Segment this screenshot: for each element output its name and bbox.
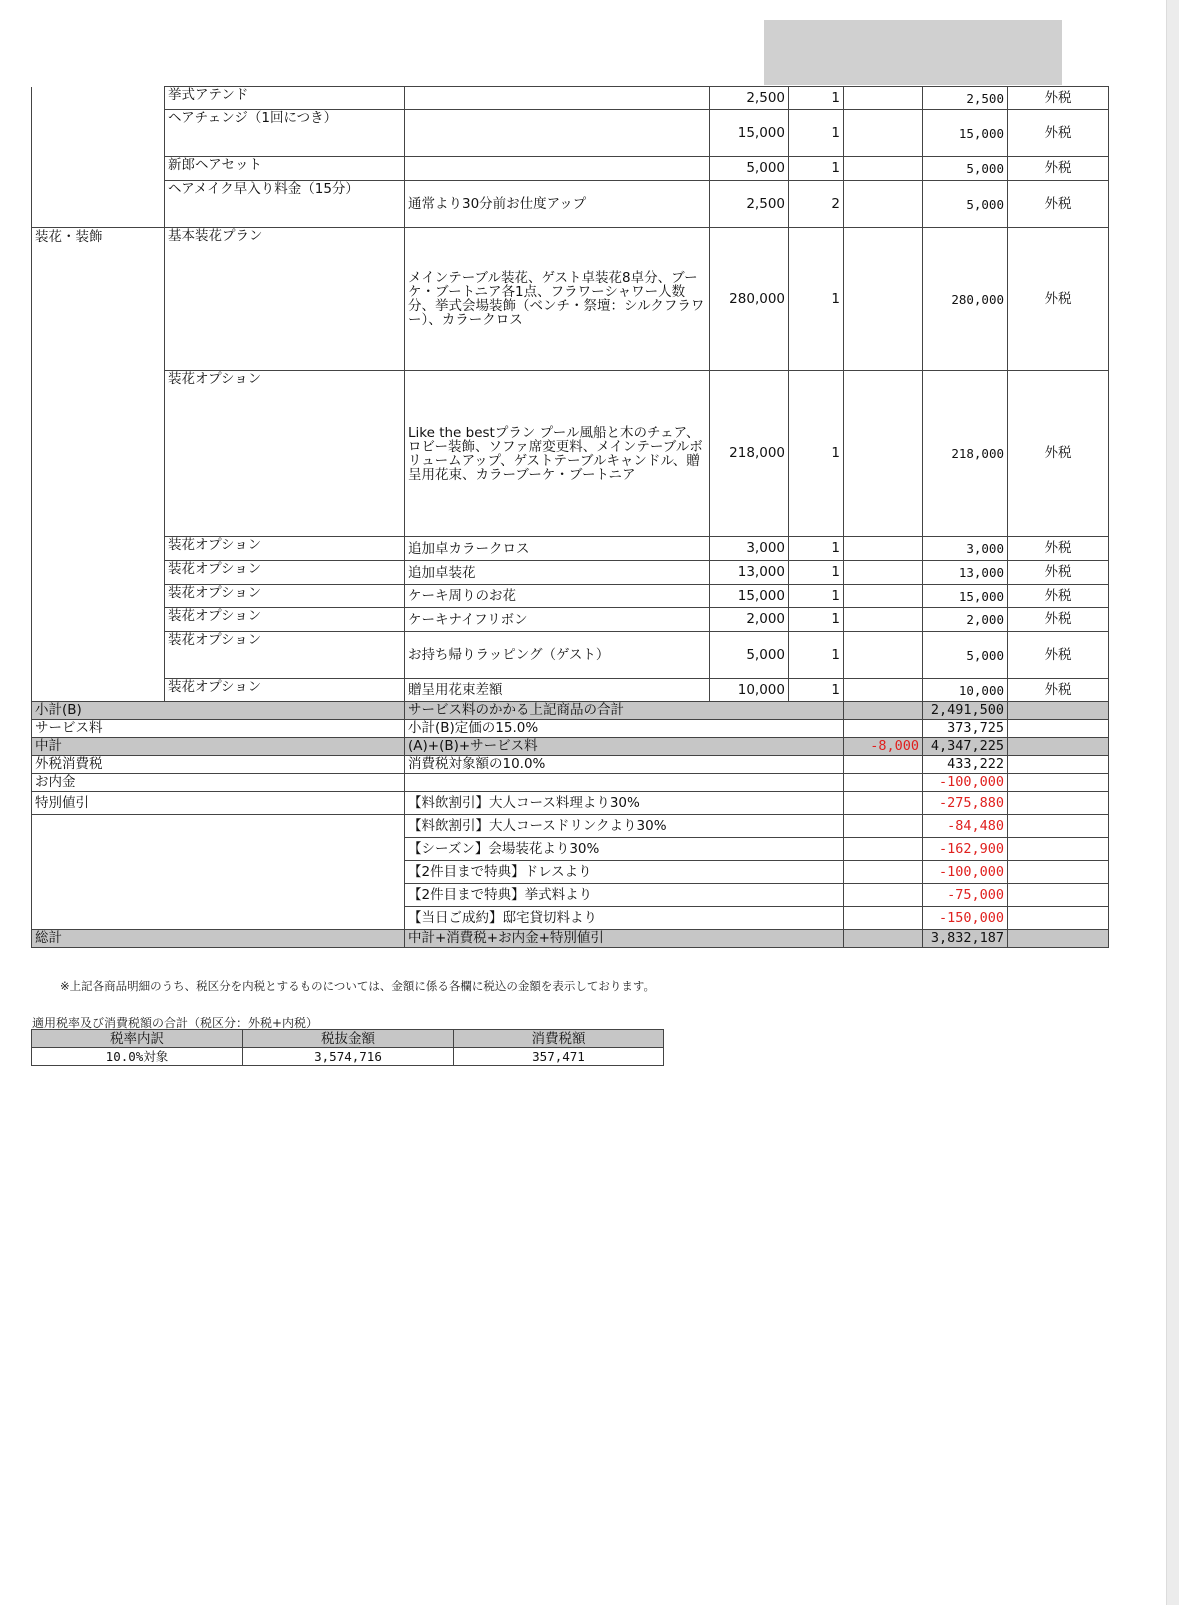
discount-row-label	[32, 884, 405, 907]
item-unit-price: 2,000	[710, 608, 789, 632]
discount-row-tax-type	[1008, 838, 1109, 861]
subtotal-b-row-tax-type	[1008, 702, 1109, 720]
item-row	[32, 537, 1109, 561]
item-category	[32, 371, 165, 537]
item-tax-type: 外税	[1008, 585, 1109, 608]
item-row	[32, 632, 1109, 679]
consumption-tax-row-amount: 433,222	[923, 756, 1008, 774]
discount-row-description: 【2件目まで特典】ドレスより	[405, 861, 844, 884]
discount-row-adjustment	[844, 838, 923, 861]
item-name: 新郎ヘアセット	[165, 157, 405, 181]
item-description: ケーキナイフリボン	[405, 608, 710, 632]
midtotal-row-label: 中計	[32, 738, 405, 756]
item-adjustment	[844, 87, 923, 110]
item-category: 装花・装飾	[32, 228, 165, 371]
tax-summary-table	[31, 1029, 664, 1066]
tax-summary-title: 適用税率及び消費税額の合計（税区分：外税+内税）	[32, 1016, 319, 1030]
item-amount: 5,000	[923, 632, 1008, 679]
discount-row-amount: -162,900	[923, 838, 1008, 861]
discount-row-adjustment	[844, 815, 923, 838]
subtotal-b-row-adjustment	[844, 702, 923, 720]
subtotal-b-row	[32, 702, 1109, 720]
discount-row	[32, 815, 1109, 838]
discount-row-adjustment	[844, 861, 923, 884]
item-unit-price: 5,000	[710, 632, 789, 679]
discount-row-adjustment	[844, 792, 923, 815]
item-adjustment	[844, 157, 923, 181]
tax-rate-cell: 10.0%対象	[32, 1048, 243, 1066]
item-category	[32, 157, 165, 181]
item-row	[32, 371, 1109, 537]
midtotal-row-adjustment: -8,000	[844, 738, 923, 756]
item-name: 装花オプション	[165, 585, 405, 608]
deposit-row	[32, 774, 1109, 792]
item-category	[32, 87, 165, 110]
tax-summary-header	[32, 1030, 664, 1048]
item-adjustment	[844, 679, 923, 702]
item-name: 基本装花プラン	[165, 228, 405, 371]
item-name: 装花オプション	[165, 561, 405, 585]
deposit-row-tax-type	[1008, 774, 1109, 792]
item-category	[32, 679, 165, 702]
item-description: ケーキ周りのお花	[405, 585, 710, 608]
discount-row	[32, 838, 1109, 861]
discount-row-tax-type	[1008, 815, 1109, 838]
discount-row-amount: -100,000	[923, 861, 1008, 884]
item-adjustment	[844, 371, 923, 537]
item-description: 追加卓装花	[405, 561, 710, 585]
item-row	[32, 157, 1109, 181]
discount-row-description: 【2件目まで特典】挙式料より	[405, 884, 844, 907]
midtotal-row-description: (A)+(B)+サービス料	[405, 738, 844, 756]
item-amount: 2,000	[923, 608, 1008, 632]
service-fee-row-amount: 373,725	[923, 720, 1008, 738]
consumption-tax-row-label: 外税消費税	[32, 756, 405, 774]
item-row	[32, 110, 1109, 157]
item-tax-type: 外税	[1008, 561, 1109, 585]
item-row	[32, 679, 1109, 702]
service-fee-row-label: サービス料	[32, 720, 405, 738]
item-quantity: 1	[789, 110, 844, 157]
tax-amount-cell: 357,471	[454, 1048, 664, 1066]
item-description: 追加卓カラークロス	[405, 537, 710, 561]
discount-row-amount: -150,000	[923, 907, 1008, 930]
item-quantity: 1	[789, 228, 844, 371]
discount-row-adjustment	[844, 907, 923, 930]
item-amount: 5,000	[923, 181, 1008, 228]
tax-header-tax: 消費税額	[454, 1030, 664, 1048]
item-amount: 5,000	[923, 157, 1008, 181]
item-category	[32, 561, 165, 585]
item-quantity: 1	[789, 157, 844, 181]
service-fee-row-description: 小計(B)定価の15.0%	[405, 720, 844, 738]
item-quantity: 1	[789, 561, 844, 585]
item-unit-price: 10,000	[710, 679, 789, 702]
item-category	[32, 632, 165, 679]
item-rows	[32, 87, 1109, 702]
item-adjustment	[844, 181, 923, 228]
item-tax-type: 外税	[1008, 87, 1109, 110]
item-description: 通常より30分前お仕度アップ	[405, 181, 710, 228]
consumption-tax-row-description: 消費税対象額の10.0%	[405, 756, 844, 774]
item-row	[32, 228, 1109, 371]
consumption-tax-row-adjustment	[844, 756, 923, 774]
item-tax-type: 外税	[1008, 632, 1109, 679]
midtotal-row	[32, 738, 1109, 756]
discount-row-label	[32, 861, 405, 884]
item-adjustment	[844, 537, 923, 561]
item-category	[32, 585, 165, 608]
grand-total-row-description: 中計+消費税+お内金+特別値引	[405, 930, 844, 948]
service-fee-row-adjustment	[844, 720, 923, 738]
item-unit-price: 3,000	[710, 537, 789, 561]
item-description	[405, 110, 710, 157]
deposit-row-description	[405, 774, 844, 792]
item-quantity: 1	[789, 87, 844, 110]
consumption-tax-row	[32, 756, 1109, 774]
item-unit-price: 13,000	[710, 561, 789, 585]
item-quantity: 1	[789, 537, 844, 561]
subtotal-b-row-label: 小計(B)	[32, 702, 405, 720]
item-amount: 15,000	[923, 110, 1008, 157]
item-amount: 10,000	[923, 679, 1008, 702]
midtotal-row-tax-type	[1008, 738, 1109, 756]
item-unit-price: 280,000	[710, 228, 789, 371]
discount-row-label	[32, 838, 405, 861]
deposit-row-amount: -100,000	[923, 774, 1008, 792]
tax-header-base: 税抜金額	[243, 1030, 454, 1048]
item-category	[32, 181, 165, 228]
item-adjustment	[844, 632, 923, 679]
item-adjustment	[844, 110, 923, 157]
item-description: 贈呈用花束差額	[405, 679, 710, 702]
discount-row	[32, 884, 1109, 907]
item-tax-type: 外税	[1008, 371, 1109, 537]
midtotal-row-amount: 4,347,225	[923, 738, 1008, 756]
item-unit-price: 15,000	[710, 110, 789, 157]
scrollbar-track[interactable]	[1166, 0, 1179, 1605]
item-quantity: 1	[789, 608, 844, 632]
discount-row-description: 【料飲割引】大人コース料理より30%	[405, 792, 844, 815]
item-unit-price: 5,000	[710, 157, 789, 181]
item-description	[405, 157, 710, 181]
item-row	[32, 561, 1109, 585]
item-description: お持ち帰りラッピング（ゲスト）	[405, 632, 710, 679]
summary-rows	[32, 702, 1109, 948]
item-tax-type: 外税	[1008, 228, 1109, 371]
item-tax-type: 外税	[1008, 157, 1109, 181]
item-name: 挙式アテンド	[165, 87, 405, 110]
item-description: Like the bestプラン プール風船と木のチェア、ロビー装飾、ソファ席変更料、メインテーブルボリュームアップ、ゲストテーブルキャンドル、贈呈用花束、カラーブーケ・ブートニア	[405, 371, 710, 537]
item-amount: 2,500	[923, 87, 1008, 110]
item-unit-price: 2,500	[710, 181, 789, 228]
discount-row-tax-type	[1008, 907, 1109, 930]
discount-row-amount: -75,000	[923, 884, 1008, 907]
redacted-block	[764, 20, 1062, 85]
item-adjustment	[844, 608, 923, 632]
estimate-table	[31, 86, 1109, 948]
discount-row-tax-type	[1008, 884, 1109, 907]
item-name: ヘアチェンジ（1回につき）	[165, 110, 405, 157]
item-quantity: 1	[789, 371, 844, 537]
item-quantity: 1	[789, 679, 844, 702]
item-tax-type: 外税	[1008, 608, 1109, 632]
item-unit-price: 2,500	[710, 87, 789, 110]
item-quantity: 2	[789, 181, 844, 228]
item-row	[32, 181, 1109, 228]
discount-row-description: 【料飲割引】大人コースドリンクより30%	[405, 815, 844, 838]
item-amount: 13,000	[923, 561, 1008, 585]
item-tax-type: 外税	[1008, 110, 1109, 157]
tax-note: ※上記各商品明細のうち、税区分を内税とするものについては、金額に係る各欄に税込の金額を表示しております。	[60, 979, 655, 993]
tax-summary-row	[32, 1048, 664, 1066]
grand-total-row-adjustment	[844, 930, 923, 948]
item-amount: 218,000	[923, 371, 1008, 537]
discount-row	[32, 907, 1109, 930]
item-name: ヘアメイク早入り料金（15分）	[165, 181, 405, 228]
discount-row-tax-type	[1008, 792, 1109, 815]
item-amount: 280,000	[923, 228, 1008, 371]
discount-row-description: 【当日ご成約】邸宅貸切料より	[405, 907, 844, 930]
grand-total-row-amount: 3,832,187	[923, 930, 1008, 948]
tax-base-cell: 3,574,716	[243, 1048, 454, 1066]
discount-row	[32, 792, 1109, 815]
consumption-tax-row-tax-type	[1008, 756, 1109, 774]
service-fee-row-tax-type	[1008, 720, 1109, 738]
discount-row	[32, 861, 1109, 884]
item-adjustment	[844, 561, 923, 585]
tax-header-rate: 税率内訳	[32, 1030, 243, 1048]
discount-row-description: 【シーズン】会場装花より30%	[405, 838, 844, 861]
item-description: メインテーブル装花、ゲスト卓装花8卓分、ブーケ・ブートニア各1点、フラワーシャワー人数分、挙式会場装飾（ベンチ・祭壇：シルクフラワー）、カラークロス	[405, 228, 710, 371]
item-row	[32, 87, 1109, 110]
discount-row-adjustment	[844, 884, 923, 907]
discount-row-amount: -84,480	[923, 815, 1008, 838]
discount-row-label: 特別値引	[32, 792, 405, 815]
item-tax-type: 外税	[1008, 537, 1109, 561]
grand-total-row	[32, 930, 1109, 948]
item-category	[32, 608, 165, 632]
item-description	[405, 87, 710, 110]
item-tax-type: 外税	[1008, 181, 1109, 228]
item-unit-price: 218,000	[710, 371, 789, 537]
discount-row-tax-type	[1008, 861, 1109, 884]
discount-row-amount: -275,880	[923, 792, 1008, 815]
item-tax-type: 外税	[1008, 679, 1109, 702]
item-unit-price: 15,000	[710, 585, 789, 608]
item-category	[32, 110, 165, 157]
item-amount: 3,000	[923, 537, 1008, 561]
discount-row-label	[32, 815, 405, 838]
item-amount: 15,000	[923, 585, 1008, 608]
item-quantity: 1	[789, 632, 844, 679]
item-name: 装花オプション	[165, 537, 405, 561]
item-name: 装花オプション	[165, 608, 405, 632]
item-name: 装花オプション	[165, 632, 405, 679]
deposit-row-label: お内金	[32, 774, 405, 792]
grand-total-row-label: 総計	[32, 930, 405, 948]
item-name: 装花オプション	[165, 371, 405, 537]
item-row	[32, 608, 1109, 632]
item-quantity: 1	[789, 585, 844, 608]
subtotal-b-row-amount: 2,491,500	[923, 702, 1008, 720]
deposit-row-adjustment	[844, 774, 923, 792]
item-category	[32, 537, 165, 561]
item-adjustment	[844, 228, 923, 371]
discount-row-label	[32, 907, 405, 930]
service-fee-row	[32, 720, 1109, 738]
item-name: 装花オプション	[165, 679, 405, 702]
item-row	[32, 585, 1109, 608]
subtotal-b-row-description: サービス料のかかる上記商品の合計	[405, 702, 844, 720]
grand-total-row-tax-type	[1008, 930, 1109, 948]
item-adjustment	[844, 585, 923, 608]
